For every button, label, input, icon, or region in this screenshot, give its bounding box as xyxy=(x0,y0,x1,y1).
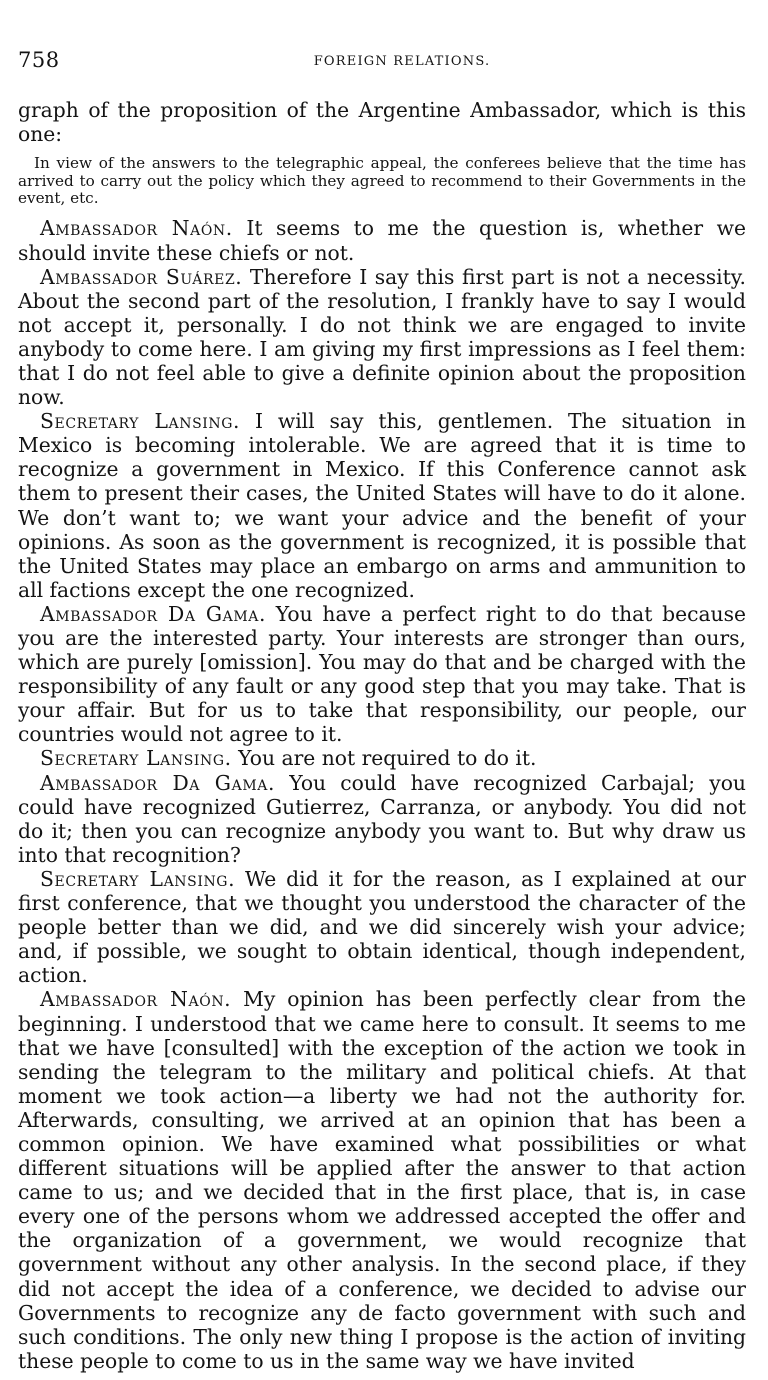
page-number: 758 xyxy=(18,48,60,72)
quote-text: In view of the answers to the telegraphic appeal, the conferees believe that the time has arrived to carry out the policy which they agreed to recommend to their Governments in the event, etc. xyxy=(18,154,746,207)
speaker-name: Secretary Lansing. xyxy=(40,866,236,891)
paragraph xyxy=(18,265,746,410)
paragraph-text: graph of the proposition of the Argentine Ambassador, which is this one: xyxy=(18,98,746,147)
speaker-name: Secretary Lansing. xyxy=(40,746,232,771)
body-text xyxy=(18,98,746,1373)
paragraph xyxy=(18,98,746,146)
running-head: FOREIGN RELATIONS. xyxy=(313,54,491,69)
page-header xyxy=(18,48,746,78)
block-quote xyxy=(18,155,746,207)
paragraph xyxy=(18,746,746,770)
paragraph xyxy=(18,602,746,747)
speaker-name: Ambassador Naón. xyxy=(40,216,233,241)
speaker-name: Secretary Lansing. xyxy=(40,409,241,434)
speaker-name: Ambassador Da Gama. xyxy=(40,601,267,626)
paragraph xyxy=(18,409,746,602)
paragraph xyxy=(18,216,746,264)
paragraph xyxy=(18,771,746,867)
paragraph-text: My opinion has been perfectly clear from the beginning. I understood that we came here to consult. It seems to me that we have [consulted] with the exception of the action we took in sending the telegram to the military and political chiefs. At that moment we took action—a liberty we had not the authority for. Afterwards, consulting, we arrived at an opinion that has been a common opinion. We have examined what possibilities or what different situations will be applied after the answer to that action came to us; and we decided that in the first place, that is, in case every one of the persons whom we addressed accepted the offer and the organization of a government, we would recognize that government without any other analysis. In the second place, if they did not accept the idea of a conference, we decided to advise our Governments to recognize any de facto government with such and such conditions. The only new thing I propose is the action of inviting these people to come to us in the same way we have invited xyxy=(18,987,746,1373)
paragraph-text: I will say this, gentlemen. The situation in Mexico is becoming intolerable. We are agreed that it is time to recognize a government in Mexico. If this Conference cannot ask them to present their cases, the United States will have to do it alone. We don’t want to; we want your advice and the benefit of your opinions. As soon as the government is recognized, it is possible that the United States may place an embargo on arms and ammunition to all factions except the one recognized. xyxy=(18,409,746,602)
paragraph-text: You are not required to do it. xyxy=(238,746,537,771)
paragraph-text: You have a perfect right to do that because you are the interested party. Your interests are stronger than ours, which are purely [omission]. You may do that and be charged with the responsibility of any fault or any good step that you may take. That is your affair. But for us to take that responsibility, our people, our countries would not agree to it. xyxy=(18,601,747,747)
paragraph-text: Therefore I say this first part is not a necessity. About the second part of the resolution, I frankly have to say I would not accept it, personally. I do not think we are engaged to invite anybody to come here. I am giving my first impressions as I feel them: that I do not feel able to give a definite opinion about the proposition now. xyxy=(18,264,746,410)
paragraph-text: We did it for the reason, as I explained at our first conference, that we thought you understood the character of the people better than we did, and we did sincerely wish your advice; and, if possible, we sought to obtain identical, though independent, action. xyxy=(18,866,746,988)
paragraph-text: You could have recognized Carbajal; you could have recognized Gutierrez, Carranza, or anybody. You did not do it; then you can recognize anybody you want to. But why draw us into that recognition? xyxy=(18,770,746,867)
speaker-name: Ambassador Da Gama. xyxy=(40,770,276,795)
paragraph xyxy=(18,987,746,1373)
speaker-name: Ambassador Naón. xyxy=(40,987,232,1012)
paragraph xyxy=(18,867,746,987)
paragraph-text: It seems to me the question is, whether we should invite these chiefs or not. xyxy=(18,216,746,265)
speaker-name: Ambassador Suárez. xyxy=(40,264,243,289)
